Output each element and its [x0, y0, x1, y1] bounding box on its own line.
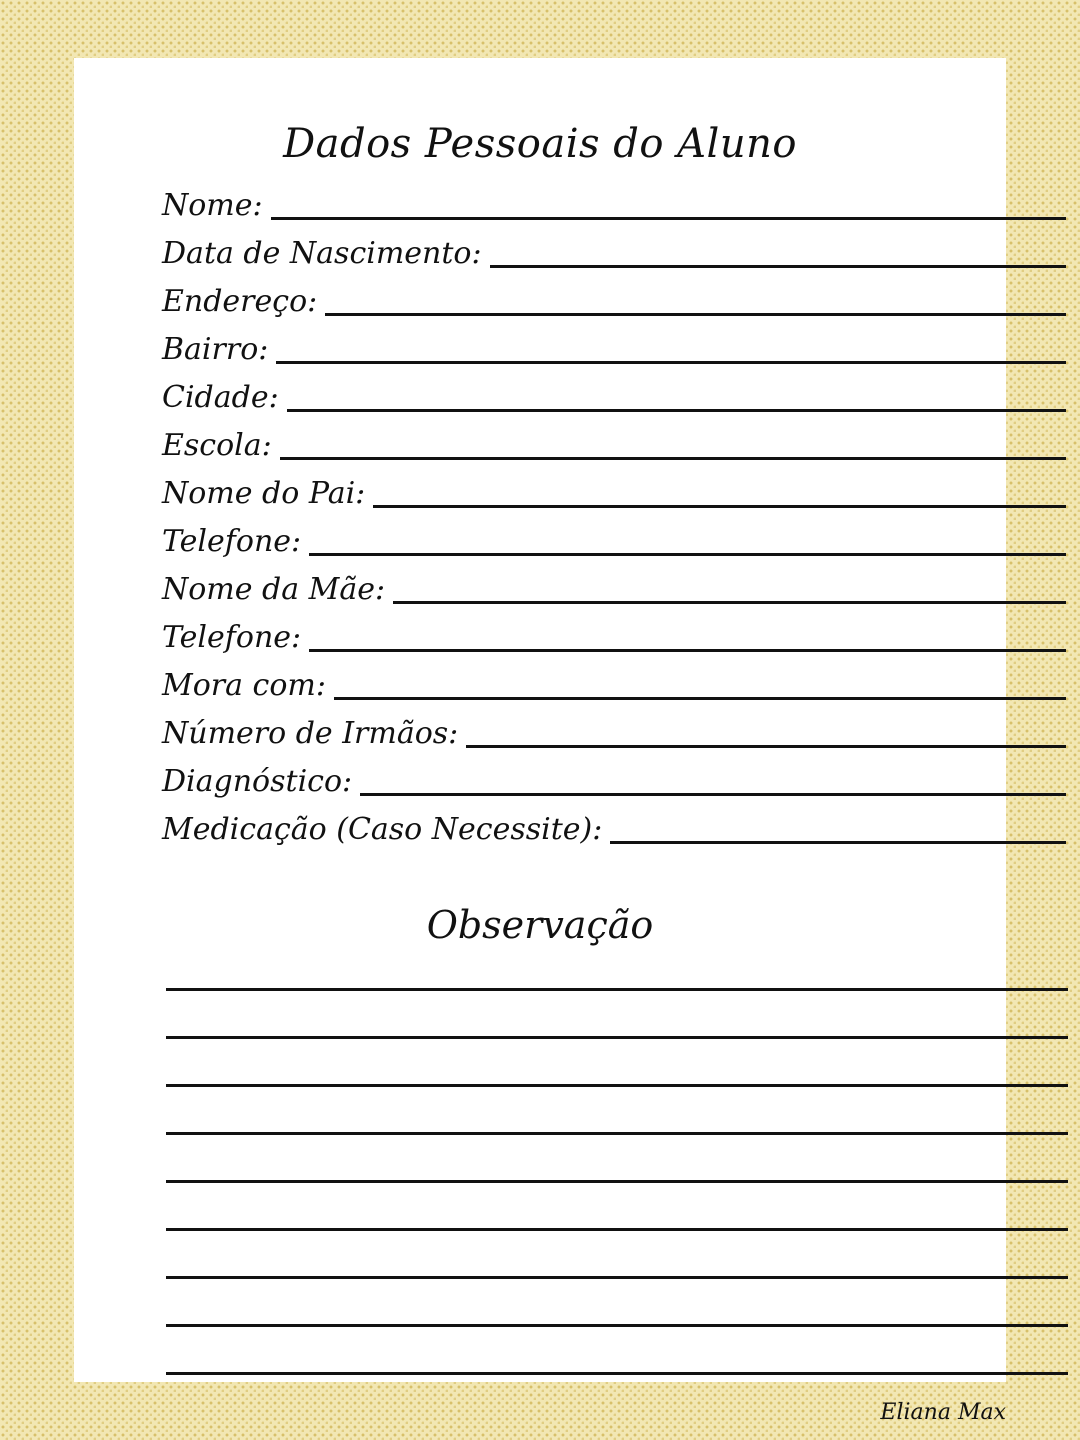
observation-line[interactable]: [166, 1132, 1068, 1135]
author-signature: Eliana Max: [880, 1400, 1006, 1425]
field-label: Cidade:: [162, 380, 279, 415]
observation-line[interactable]: [166, 1372, 1068, 1375]
field-write-line[interactable]: [271, 217, 1066, 220]
observation-lines: [166, 988, 1068, 1420]
field-label: Nome da Mãe:: [162, 572, 386, 607]
observation-line[interactable]: [166, 1084, 1068, 1087]
field-label: Telefone:: [162, 620, 302, 655]
field-label: Mora com:: [162, 668, 326, 703]
observation-line[interactable]: [166, 1180, 1068, 1183]
field-endereco: [162, 274, 1066, 322]
field-nome-mae: [162, 562, 1066, 610]
field-write-line[interactable]: [490, 265, 1066, 268]
field-numero-irmaos: [162, 706, 1066, 754]
observation-line[interactable]: [166, 1228, 1068, 1231]
field-label: Número de Irmãos:: [162, 716, 459, 751]
field-escola: [162, 418, 1066, 466]
field-write-line[interactable]: [373, 505, 1066, 508]
observation-line[interactable]: [166, 1324, 1068, 1327]
field-label: Data de Nascimento:: [162, 236, 482, 271]
field-mora-com: [162, 658, 1066, 706]
field-write-line[interactable]: [280, 457, 1066, 460]
field-telefone-pai: [162, 514, 1066, 562]
field-write-line[interactable]: [309, 553, 1066, 556]
field-write-line[interactable]: [393, 601, 1066, 604]
fields-list: [162, 178, 1066, 850]
observation-title: Observação: [426, 903, 654, 947]
observation-line[interactable]: [166, 988, 1068, 991]
field-write-line[interactable]: [287, 409, 1066, 412]
field-write-line[interactable]: [610, 841, 1066, 844]
field-label: Bairro:: [162, 332, 269, 367]
field-telefone-mae: [162, 610, 1066, 658]
form-title: Dados Pessoais do Aluno: [283, 121, 797, 167]
field-nome: [162, 178, 1066, 226]
field-write-line[interactable]: [309, 649, 1066, 652]
field-nome-pai: [162, 466, 1066, 514]
field-write-line[interactable]: [466, 745, 1066, 748]
field-write-line[interactable]: [360, 793, 1066, 796]
field-bairro: [162, 322, 1066, 370]
field-write-line[interactable]: [334, 697, 1066, 700]
field-label: Diagnóstico:: [162, 764, 353, 799]
field-label: Nome:: [162, 188, 263, 223]
field-label: Escola:: [162, 428, 272, 463]
observation-line[interactable]: [166, 1276, 1068, 1279]
form-sheet: [74, 58, 1006, 1382]
field-medicacao: [162, 802, 1066, 850]
field-data-nascimento: [162, 226, 1066, 274]
field-label: Endereço:: [162, 284, 318, 319]
field-label: Medicação (Caso Necessite):: [162, 812, 603, 847]
field-label: Telefone:: [162, 524, 302, 559]
field-diagnostico: [162, 754, 1066, 802]
field-write-line[interactable]: [276, 361, 1066, 364]
field-write-line[interactable]: [325, 313, 1066, 316]
observation-line[interactable]: [166, 1036, 1068, 1039]
field-cidade: [162, 370, 1066, 418]
field-label: Nome do Pai:: [162, 476, 366, 511]
